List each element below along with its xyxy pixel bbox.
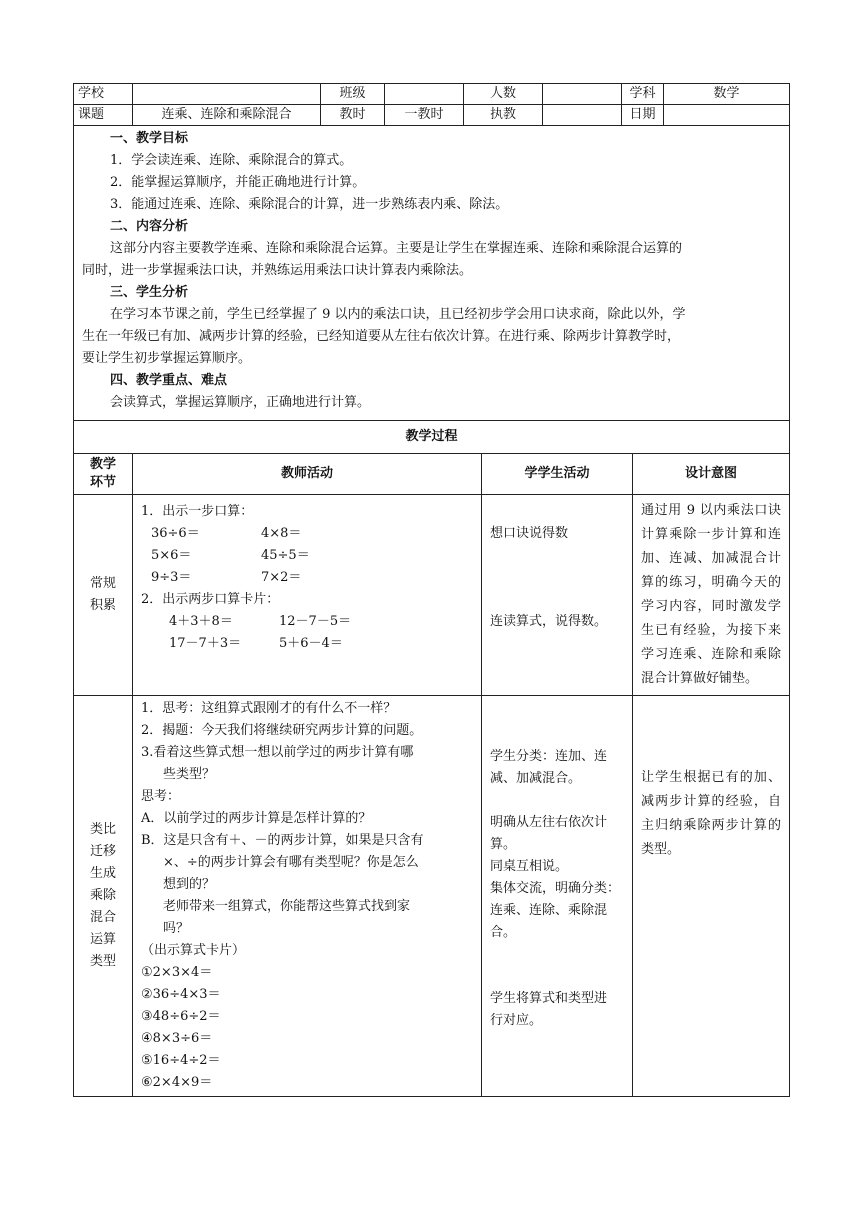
lesson-plan-document	[73, 83, 789, 1097]
student-analysis-text: 生在一年级已有加、减两步计算的经验，已经知道要从左往右依次计算。在进行乘、除两步计算教学时，	[82, 329, 681, 344]
class-value	[385, 84, 464, 105]
stage-name: 迁移	[89, 844, 116, 859]
period-label: 教时	[321, 105, 385, 126]
teacher-line: 吗？	[163, 921, 190, 936]
expression-card: ⑥2×4×9＝	[141, 1075, 213, 1090]
stage-row-routine	[74, 495, 790, 696]
student-line: 学生分类：连加、连	[490, 749, 608, 764]
date-label: 日期	[622, 105, 664, 126]
student-activity-cell	[482, 696, 633, 1097]
key-points-heading: 四、教学重点、难点	[110, 373, 228, 388]
mental-math-row	[141, 545, 473, 567]
stage-name: 乘除	[89, 888, 116, 903]
subject-value: 数学	[664, 84, 790, 105]
expression: 12－7－5＝	[279, 614, 352, 629]
teacher-line: ×、÷的两步计算会有哪有类型呢？你是怎么	[163, 855, 419, 870]
stage-name: 类比	[89, 822, 116, 837]
teacher-line: A．以前学过的两步计算是怎样计算的？	[141, 811, 372, 826]
goal-item: 2．能掌握运算顺序，并能正确地进行计算。	[110, 175, 366, 190]
teacher-line: 3.看着这些算式想一想以前学过的两步计算有哪	[141, 745, 414, 760]
teacher-line: 老师带来一组算式，你能帮这些算式找到家	[163, 899, 411, 914]
student-line: 算。	[490, 837, 517, 852]
expression: 5＋6－4＝	[279, 636, 343, 651]
process-column-headers	[74, 454, 790, 495]
mental-math-row	[141, 523, 473, 545]
process-title-row	[74, 421, 790, 454]
teacher-line: 些类型？	[163, 767, 216, 782]
stage-row-analogy	[74, 696, 790, 1097]
stage-header-line: 教学	[89, 457, 116, 472]
intent-column-header: 设计意图	[633, 454, 790, 495]
design-intent-cell: 通过用 9 以内乘法口诀计算乘除一步计算和连加、连减、加减混合计算的练习，明确今天的学习内容，同时激发学生已有经验，为接下来学习连乘、连除和乘除混合计算做好铺垫。	[633, 495, 790, 696]
student-line: 集体交流，明确分类：	[490, 881, 621, 896]
expression: 9÷3＝	[151, 570, 192, 585]
expression-card: ③48÷6÷2＝	[141, 1009, 221, 1024]
school-label: 学校	[74, 84, 133, 105]
date-value	[664, 105, 790, 126]
content-analysis-text: 同时，进一步掌握乘法口诀，并熟练运用乘法口诀计算表内乘除法。	[82, 263, 473, 278]
topic-value: 连乘、连除和乘除混合	[133, 105, 321, 126]
student-line: 连读算式，说得数。	[490, 614, 608, 629]
subject-label: 学科	[622, 84, 664, 105]
student-line: 合。	[490, 925, 517, 940]
student-line: 行对应。	[490, 1013, 543, 1028]
stage-column-header	[74, 454, 133, 495]
student-column-header: 学学生活动	[482, 454, 633, 495]
student-line: 学生将算式和类型进	[490, 991, 608, 1006]
mental-math-row	[141, 633, 473, 655]
content-analysis-text: 这部分内容主要教学连乘、连除和乘除混合运算。主要是让学生在掌握连乘、连除和乘除混合运算的	[110, 241, 683, 256]
mental-math-row	[141, 611, 473, 633]
teacher-label: 执教	[464, 105, 543, 126]
teacher-line: （出示算式卡片）	[141, 943, 246, 958]
expression-card: ①2×3×4＝	[141, 965, 213, 980]
goals-heading: 一、教学目标	[110, 131, 189, 146]
expression: 17－7＋3＝	[169, 636, 242, 651]
teacher-activity-cell	[133, 696, 482, 1097]
expression: 4×8＝	[261, 526, 302, 541]
period-value: 一教时	[385, 105, 464, 126]
teacher-line: 2．出示两步口算卡片：	[141, 592, 280, 607]
count-value	[543, 84, 622, 105]
teacher-activity-cell	[133, 495, 482, 696]
teacher-line: 1．出示一步口算：	[141, 504, 254, 519]
teacher-column-header: 教师活动	[133, 454, 482, 495]
school-value	[133, 84, 321, 105]
mental-math-row	[141, 567, 473, 589]
student-analysis-text: 要让学生初步掌握运算顺序。	[82, 351, 252, 366]
stage-name-cell	[74, 495, 133, 696]
stage-name: 常规	[89, 576, 116, 591]
stage-header-line: 环节	[89, 475, 116, 490]
stage-name: 生成	[89, 866, 116, 881]
student-line: 连乘、连除、乘除混	[490, 903, 608, 918]
header-row-1	[74, 84, 790, 105]
teacher-line: 1．思考：这组算式跟刚才的有什么不一样？	[141, 701, 397, 716]
expression-card: ④8×3÷6＝	[141, 1031, 213, 1046]
topic-label: 课题	[74, 105, 133, 126]
stage-name: 混合	[89, 910, 116, 925]
goal-item: 3．能通过连乘、连除、乘除混合的计算，进一步熟练表内乘、除法。	[110, 197, 509, 212]
stage-name: 运算	[89, 932, 116, 947]
overview-row	[74, 126, 790, 421]
student-line: 想口诀说得数	[490, 526, 569, 541]
expression-card: ②36÷4×3＝	[141, 987, 221, 1002]
student-activity-cell	[482, 495, 633, 696]
stage-name: 积累	[89, 598, 116, 613]
process-title: 教学过程	[74, 421, 790, 454]
header-row-2	[74, 105, 790, 126]
stage-name: 类型	[89, 954, 116, 969]
teacher-line: 思考：	[141, 789, 181, 804]
overview-cell	[74, 126, 790, 421]
student-line: 减、加减混合。	[490, 771, 582, 786]
process-table	[73, 453, 790, 1097]
student-analysis-heading: 三、学生分析	[110, 285, 189, 300]
content-analysis-heading: 二、内容分析	[110, 219, 189, 234]
goal-item: 1．学会读连乘、连除、乘除混合的算式。	[110, 153, 353, 168]
count-label: 人数	[464, 84, 543, 105]
student-line: 明确从左往右依次计	[490, 815, 608, 830]
stage-name-cell	[74, 696, 133, 1097]
expression: 45÷5＝	[261, 548, 310, 563]
student-analysis-text: 在学习本节课之前，学生已经掌握了 9 以内的乘法口诀，且已经初步学会用口诀求商，除此以外，学	[110, 307, 686, 322]
teacher-value	[543, 105, 622, 126]
class-label: 班级	[321, 84, 385, 105]
teacher-line: 想到的？	[163, 877, 216, 892]
teacher-line: B．这是只含有＋、－的两步计算，如果是只含有	[141, 833, 424, 848]
expression: 7×2＝	[261, 570, 302, 585]
expression: 4＋3＋8＝	[169, 614, 233, 629]
lesson-plan-table	[73, 83, 790, 454]
expression-card: ⑤16÷4÷2＝	[141, 1053, 221, 1068]
expression: 5×6＝	[151, 548, 192, 563]
student-line: 同桌互相说。	[490, 859, 569, 874]
design-intent-cell: 让学生根据已有的加、减两步计算的经验，自主归纳乘除两步计算的类型。	[633, 696, 790, 1097]
key-points-text: 会读算式，掌握运算顺序，正确地进行计算。	[110, 395, 371, 410]
expression: 36÷6＝	[151, 526, 200, 541]
teacher-line: 2．揭题：今天我们将继续研究两步计算的问题。	[141, 723, 423, 738]
